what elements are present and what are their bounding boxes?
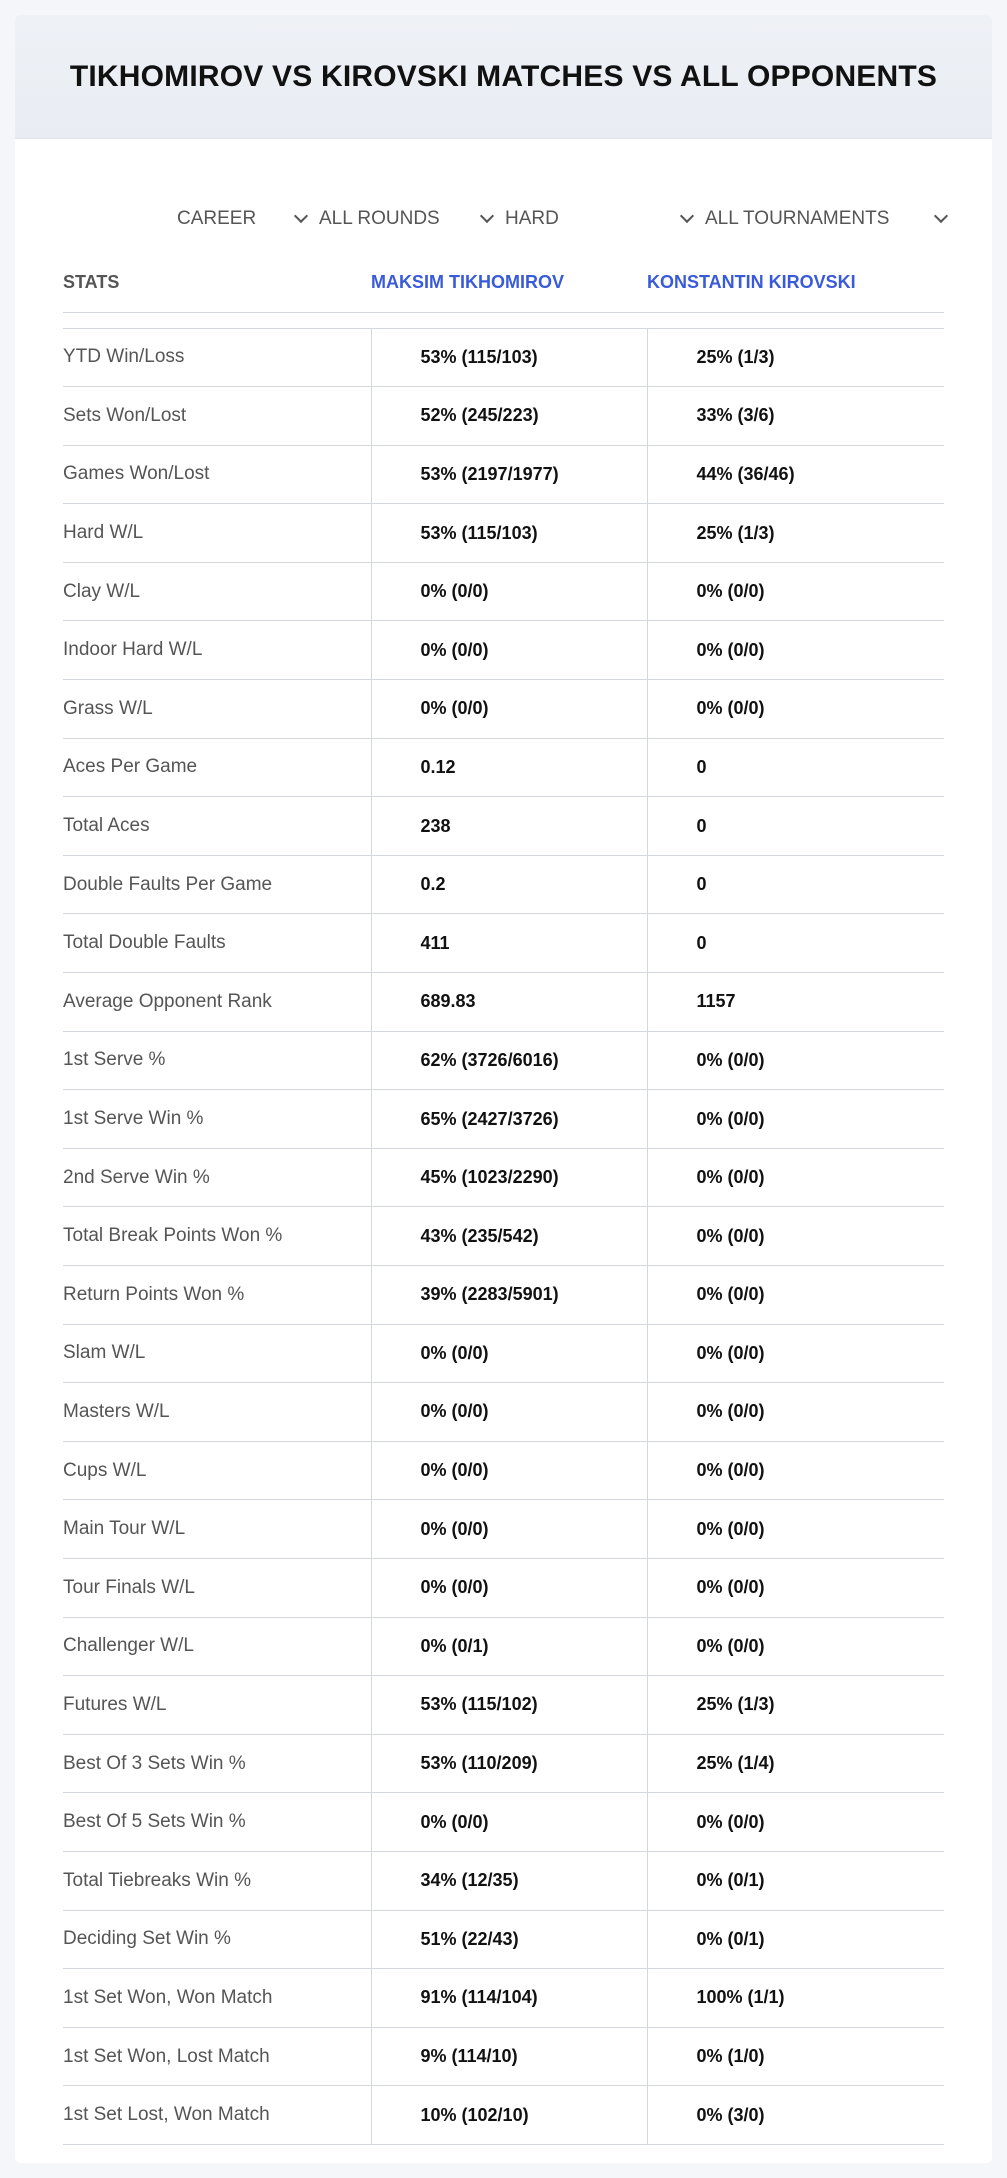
stat-label: 1st Serve Win % xyxy=(63,1090,371,1149)
player1-value: 0% (0/0) xyxy=(371,621,647,680)
player1-value: 0% (0/0) xyxy=(371,1383,647,1442)
player2-value: 0% (1/0) xyxy=(647,2027,944,2086)
player1-value: 45% (1023/2290) xyxy=(371,1148,647,1207)
stat-label: Tour Finals W/L xyxy=(63,1558,371,1617)
table-row xyxy=(63,1031,944,1090)
table-header-row xyxy=(63,253,944,312)
player1-value: 43% (235/542) xyxy=(371,1207,647,1266)
table-row xyxy=(63,1500,944,1559)
stat-label: Sets Won/Lost xyxy=(63,387,371,446)
chevron-down-icon xyxy=(480,209,494,223)
table-row xyxy=(63,1910,944,1969)
player1-value: 34% (12/35) xyxy=(371,1851,647,1910)
chevron-down-icon xyxy=(680,209,694,223)
player2-value: 25% (1/3) xyxy=(647,504,944,563)
stat-label: Best Of 3 Sets Win % xyxy=(63,1734,371,1793)
player2-value: 0% (0/0) xyxy=(647,1441,944,1500)
table-row xyxy=(63,1793,944,1852)
stat-label: Indoor Hard W/L xyxy=(63,621,371,680)
player2-value: 1157 xyxy=(647,973,944,1032)
player2-value: 0% (0/1) xyxy=(647,1910,944,1969)
player1-value: 53% (115/103) xyxy=(371,328,647,387)
player1-value: 62% (3726/6016) xyxy=(371,1031,647,1090)
player1-value: 53% (110/209) xyxy=(371,1734,647,1793)
spacer-cell xyxy=(371,312,647,328)
table-row xyxy=(63,328,944,387)
player2-value: 25% (1/3) xyxy=(647,1676,944,1735)
stat-label: Total Double Faults xyxy=(63,914,371,973)
tournament-select-value: ALL TOURNAMENTS xyxy=(705,208,890,229)
period-select-value: CAREER xyxy=(177,208,257,229)
player2-value: 0% (0/0) xyxy=(647,1148,944,1207)
player1-value: 39% (2283/5901) xyxy=(371,1266,647,1325)
player2-column-header[interactable]: KONSTANTIN KIROVSKI xyxy=(647,253,944,312)
stat-label: Return Points Won % xyxy=(63,1266,371,1325)
stat-label: Clay W/L xyxy=(63,562,371,621)
player1-value: 0% (0/0) xyxy=(371,1793,647,1852)
player2-value: 0% (0/0) xyxy=(647,1500,944,1559)
card-header xyxy=(15,15,992,139)
stat-label: Average Opponent Rank xyxy=(63,973,371,1032)
stat-label: Deciding Set Win % xyxy=(63,1910,371,1969)
player2-value: 0% (0/0) xyxy=(647,621,944,680)
player1-value: 0% (0/0) xyxy=(371,1500,647,1559)
filter-bar xyxy=(15,190,992,248)
player2-value: 44% (36/46) xyxy=(647,445,944,504)
stat-label: Masters W/L xyxy=(63,1383,371,1442)
player1-value: 53% (115/103) xyxy=(371,504,647,563)
stat-label: 2nd Serve Win % xyxy=(63,1148,371,1207)
player2-value: 0% (0/0) xyxy=(647,562,944,621)
table-row xyxy=(63,504,944,563)
player2-value: 0% (0/0) xyxy=(647,1558,944,1617)
table-row xyxy=(63,1441,944,1500)
player1-value: 0.2 xyxy=(371,855,647,914)
table-row xyxy=(63,855,944,914)
stats-table-body xyxy=(63,312,944,2144)
table-row xyxy=(63,680,944,739)
stat-label: Hard W/L xyxy=(63,504,371,563)
player1-value: 0% (0/0) xyxy=(371,1324,647,1383)
table-row xyxy=(63,797,944,856)
period-select[interactable] xyxy=(177,190,313,248)
stats-table xyxy=(63,253,944,2145)
table-row xyxy=(63,2086,944,2145)
table-row xyxy=(63,1090,944,1149)
table-row xyxy=(63,1969,944,2028)
table-row xyxy=(63,1324,944,1383)
table-row xyxy=(63,1558,944,1617)
stats-card xyxy=(15,15,992,2163)
player1-value: 238 xyxy=(371,797,647,856)
stats-column-header: STATS xyxy=(63,253,371,312)
player1-value: 0% (0/0) xyxy=(371,562,647,621)
player1-value: 53% (115/102) xyxy=(371,1676,647,1735)
stat-label: Total Aces xyxy=(63,797,371,856)
player2-value: 25% (1/4) xyxy=(647,1734,944,1793)
player1-value: 9% (114/10) xyxy=(371,2027,647,2086)
stat-label: YTD Win/Loss xyxy=(63,328,371,387)
player1-value: 0% (0/0) xyxy=(371,1558,647,1617)
stat-label: Cups W/L xyxy=(63,1441,371,1500)
stat-label: 1st Set Won, Lost Match xyxy=(63,2027,371,2086)
table-row xyxy=(63,1266,944,1325)
player2-value: 0 xyxy=(647,914,944,973)
player2-value: 0% (0/0) xyxy=(647,1031,944,1090)
table-row xyxy=(63,445,944,504)
player2-value: 0% (0/0) xyxy=(647,1266,944,1325)
player2-value: 0 xyxy=(647,855,944,914)
stat-label: Double Faults Per Game xyxy=(63,855,371,914)
stat-label: 1st Set Won, Won Match xyxy=(63,1969,371,2028)
table-row xyxy=(63,973,944,1032)
player2-value: 0% (0/0) xyxy=(647,680,944,739)
table-row xyxy=(63,738,944,797)
player1-value: 0% (0/0) xyxy=(371,680,647,739)
table-row xyxy=(63,1734,944,1793)
table-row xyxy=(63,562,944,621)
tournament-select[interactable] xyxy=(705,190,953,248)
player1-column-header[interactable]: MAKSIM TIKHOMIROV xyxy=(371,253,647,312)
stat-label: Total Tiebreaks Win % xyxy=(63,1851,371,1910)
stat-label: Aces Per Game xyxy=(63,738,371,797)
table-row xyxy=(63,2027,944,2086)
table-row xyxy=(63,914,944,973)
player1-value: 52% (245/223) xyxy=(371,387,647,446)
player2-value: 0% (0/0) xyxy=(647,1617,944,1676)
player2-value: 100% (1/1) xyxy=(647,1969,944,2028)
player2-value: 25% (1/3) xyxy=(647,328,944,387)
player2-value: 0% (0/0) xyxy=(647,1324,944,1383)
round-select-value: ALL ROUNDS xyxy=(319,208,440,229)
table-row xyxy=(63,1383,944,1442)
stat-label: Main Tour W/L xyxy=(63,1500,371,1559)
chevron-down-icon xyxy=(934,209,948,223)
table-row xyxy=(63,387,944,446)
player1-value: 689.83 xyxy=(371,973,647,1032)
table-row xyxy=(63,1617,944,1676)
player2-value: 0% (0/0) xyxy=(647,1383,944,1442)
player2-value: 33% (3/6) xyxy=(647,387,944,446)
stat-label: Challenger W/L xyxy=(63,1617,371,1676)
player1-value: 53% (2197/1977) xyxy=(371,445,647,504)
player2-value: 0 xyxy=(647,738,944,797)
table-spacer-row xyxy=(63,312,944,328)
player1-value: 0% (0/1) xyxy=(371,1617,647,1676)
player1-value: 0% (0/0) xyxy=(371,1441,647,1500)
player1-value: 51% (22/43) xyxy=(371,1910,647,1969)
player2-value: 0 xyxy=(647,797,944,856)
spacer-cell xyxy=(63,312,371,328)
player2-value: 0% (0/0) xyxy=(647,1207,944,1266)
player2-value: 0% (3/0) xyxy=(647,2086,944,2145)
stat-label: Games Won/Lost xyxy=(63,445,371,504)
stat-label: Total Break Points Won % xyxy=(63,1207,371,1266)
stat-label: 1st Serve % xyxy=(63,1031,371,1090)
player1-value: 91% (114/104) xyxy=(371,1969,647,2028)
player1-value: 0.12 xyxy=(371,738,647,797)
stat-label: 1st Set Lost, Won Match xyxy=(63,2086,371,2145)
stat-label: Slam W/L xyxy=(63,1324,371,1383)
chevron-down-icon xyxy=(294,209,308,223)
surface-select[interactable] xyxy=(505,190,699,248)
table-row xyxy=(63,1851,944,1910)
stat-label: Grass W/L xyxy=(63,680,371,739)
spacer-cell xyxy=(647,312,944,328)
table-row xyxy=(63,621,944,680)
player2-value: 0% (0/0) xyxy=(647,1793,944,1852)
table-row xyxy=(63,1207,944,1266)
table-row xyxy=(63,1148,944,1207)
table-row xyxy=(63,1676,944,1735)
surface-select-value: HARD xyxy=(505,208,559,229)
page-title: TIKHOMIROV VS KIROVSKI MATCHES VS ALL OPPONENTS xyxy=(69,59,938,93)
stat-label: Best Of 5 Sets Win % xyxy=(63,1793,371,1852)
player1-value: 411 xyxy=(371,914,647,973)
round-select[interactable] xyxy=(319,190,499,248)
player1-value: 65% (2427/3726) xyxy=(371,1090,647,1149)
player2-value: 0% (0/0) xyxy=(647,1090,944,1149)
player1-value: 10% (102/10) xyxy=(371,2086,647,2145)
stat-label: Futures W/L xyxy=(63,1676,371,1735)
player2-value: 0% (0/1) xyxy=(647,1851,944,1910)
